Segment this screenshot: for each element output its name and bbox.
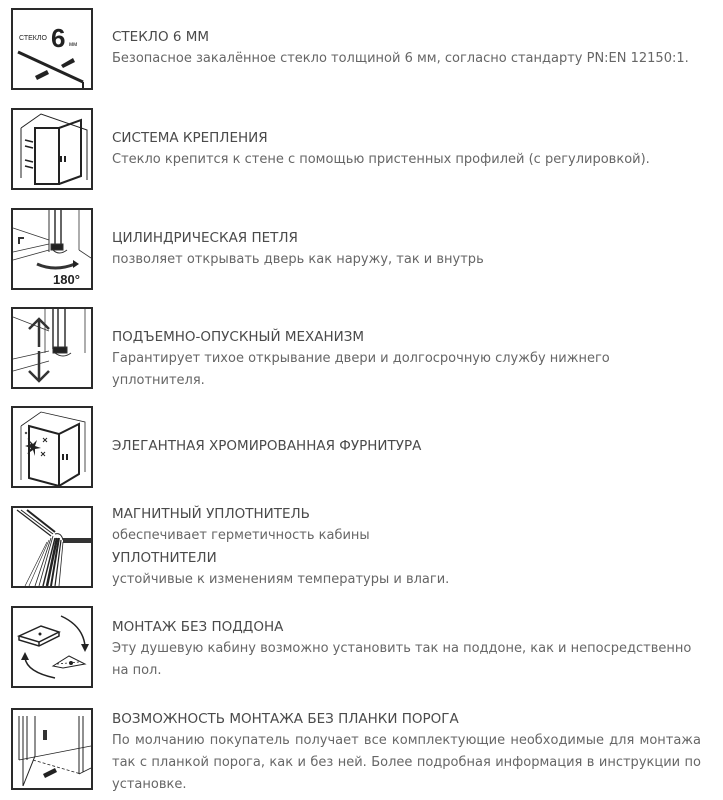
feature-text (112, 503, 701, 591)
glass-6mm-icon (11, 8, 93, 90)
lift-lower-mechanism-icon (11, 307, 93, 389)
icon-glass-label: СТЕКЛО (19, 35, 47, 42)
feature-text (112, 435, 701, 457)
feature-text (112, 326, 701, 392)
feature-description: позволяет открывать дверь как наружу, так и внутрь (112, 252, 484, 267)
feature-text (112, 616, 701, 682)
feature-description: Безопасное закалённое стекло толщиной 6 мм, согласно стандарту PN:EN 12150:1. (112, 51, 689, 66)
feature-text (112, 708, 701, 796)
feature-title: СИСТЕМА КРЕПЛЕНИЯ (112, 130, 268, 146)
feature-text (112, 26, 701, 70)
feature-title: ПОДЪЕМНО-ОПУСКНЫЙ МЕХАНИЗМ (112, 329, 365, 345)
install-without-threshold-icon (11, 708, 93, 790)
feature-title: ЦИЛИНДРИЧЕСКАЯ ПЕТЛЯ (112, 230, 298, 246)
feature-description: обеспечивает герметичность кабины (112, 528, 370, 543)
feature-title: СТЕКЛО 6 ММ (112, 29, 210, 45)
magnetic-seal-icon (11, 506, 93, 588)
feature-title: ВОЗМОЖНОСТЬ МОНТАЖА БЕЗ ПЛАНКИ ПОРОГА (112, 711, 459, 727)
feature-subdescription: устойчивые к изменениям температуры и влаги. (112, 572, 450, 587)
feature-text (112, 227, 701, 271)
feature-description: Эту душевую кабину возможно установить так на поддоне, как и непосредственно на пол. (112, 641, 692, 678)
chrome-fittings-icon (11, 406, 93, 488)
mounting-system-icon (11, 108, 93, 190)
feature-text (112, 127, 701, 171)
feature-description: Гарантирует тихое открывание двери и долгосрочную службу нижнего уплотнителя. (112, 351, 610, 388)
feature-title: МОНТАЖ БЕЗ ПОДДОНА (112, 619, 284, 635)
feature-description: Стекло крепится к стене с помощью пристенных профилей (с регулировкой). (112, 152, 650, 167)
cylindrical-hinge-icon (11, 208, 93, 290)
feature-title: ЭЛЕГАНТНАЯ ХРОМИРОВАННАЯ ФУРНИТУРА (112, 438, 422, 454)
install-without-tray-icon (11, 606, 93, 688)
icon-glass-unit: мм (69, 42, 78, 48)
feature-description: По молчанию покупатель получает все комплектующие необходимые для монтажа так с планкой порога, как и без ней. Более подробная информация в инструкции по установке. (112, 733, 701, 792)
feature-subtitle: УПЛОТНИТЕЛИ (112, 550, 217, 566)
icon-hinge-degrees: 180° (53, 272, 80, 287)
icon-glass-number: 6 (51, 23, 66, 53)
feature-title: МАГНИТНЫЙ УПЛОТНИТЕЛЬ (112, 506, 310, 522)
